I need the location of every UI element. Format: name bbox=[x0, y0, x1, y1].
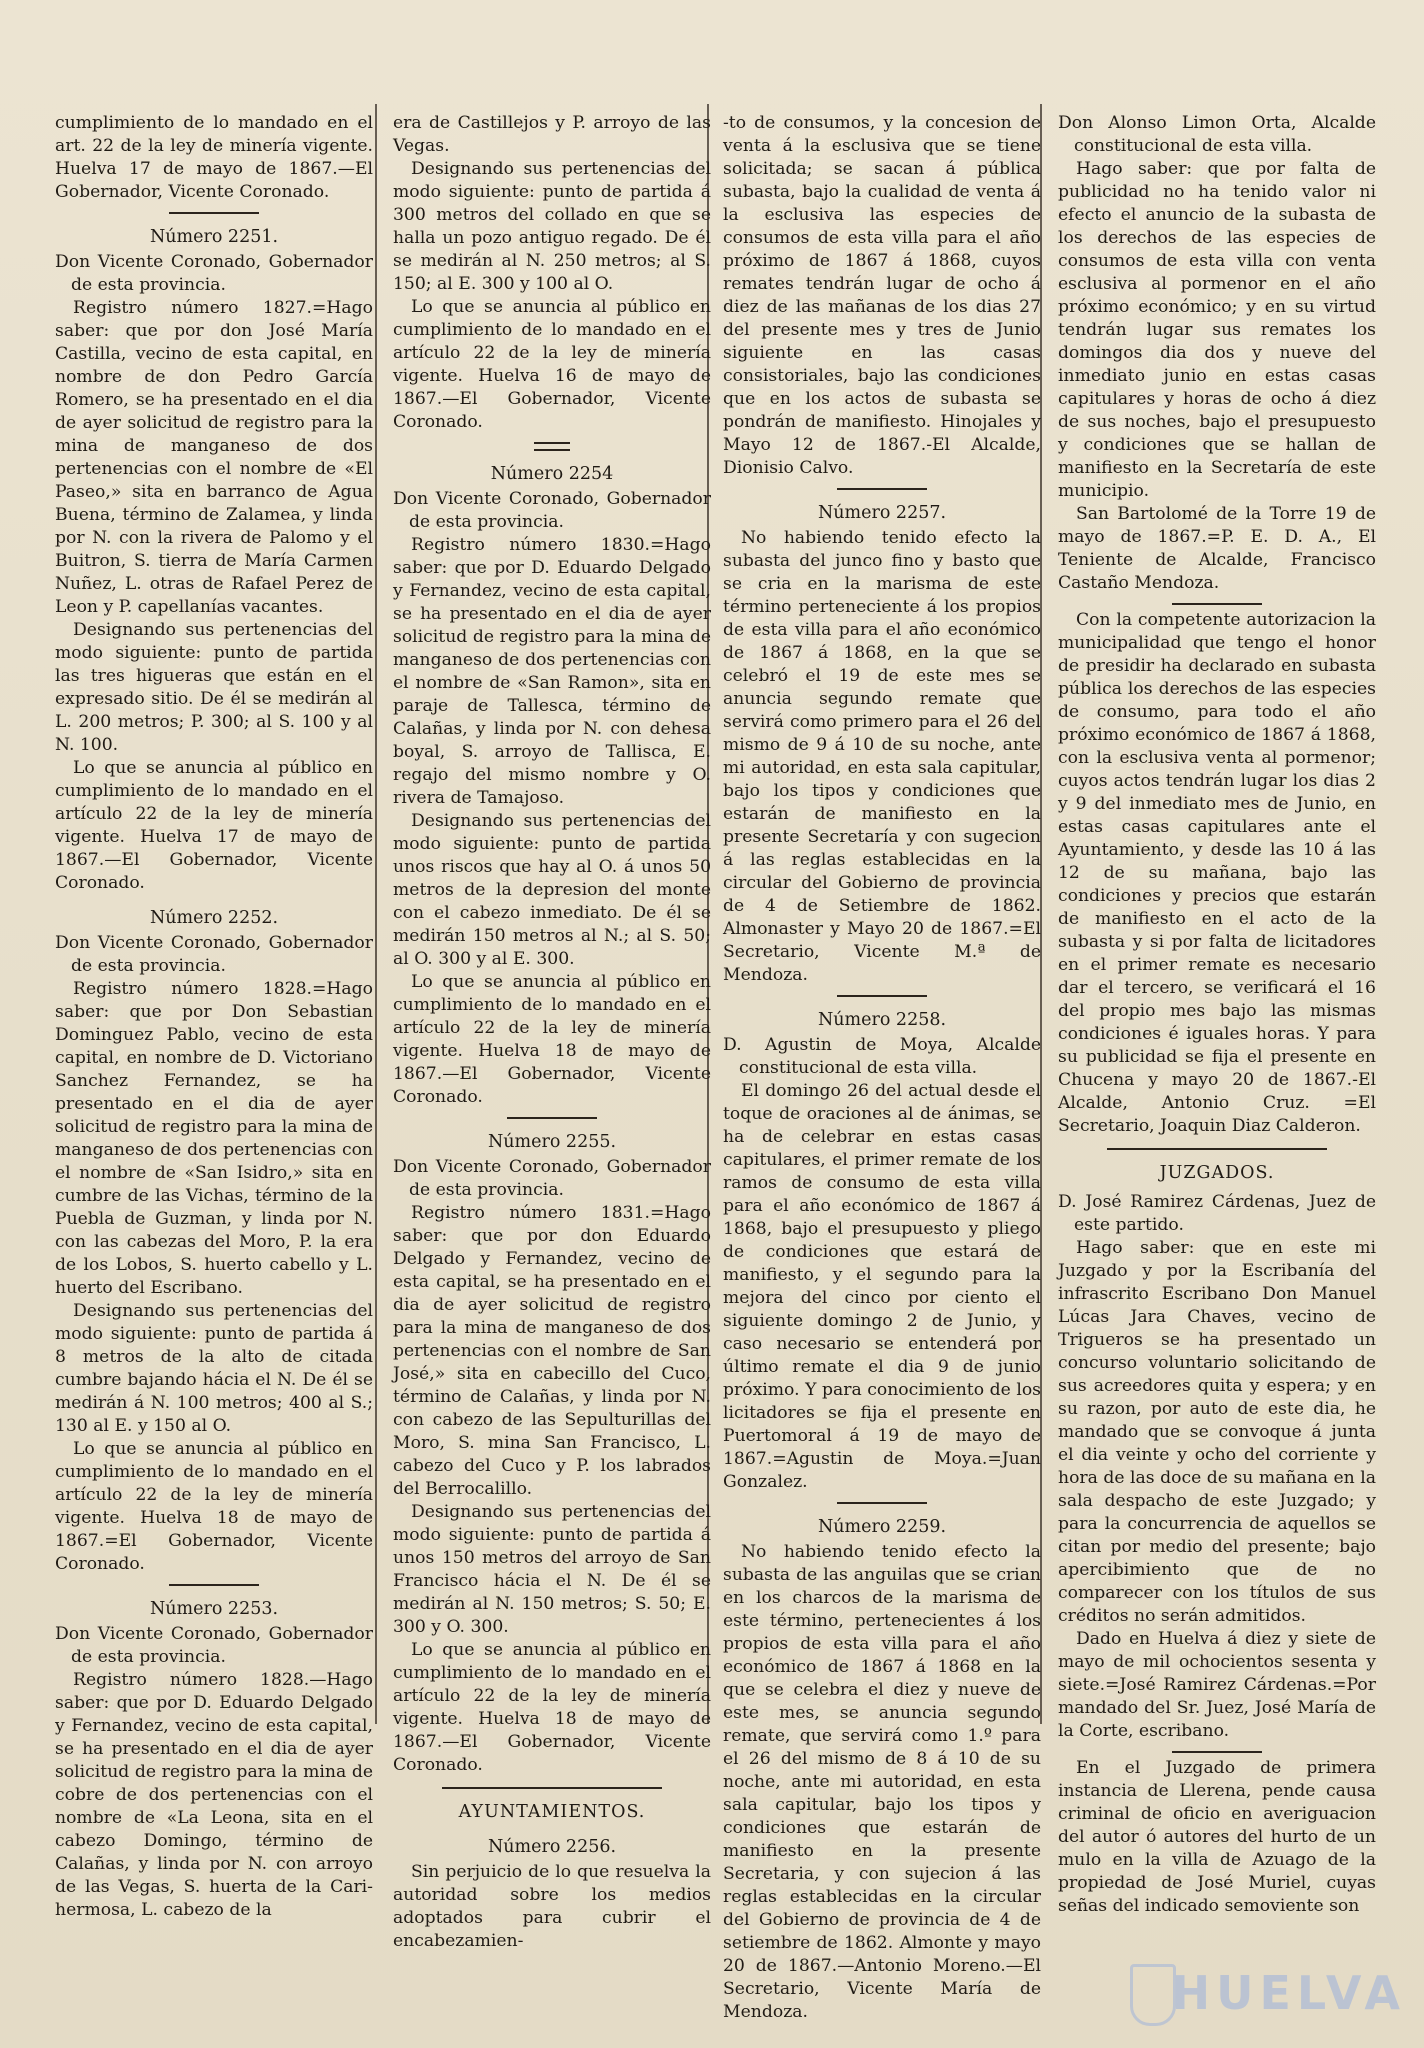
paragraph: Hago saber: que en este mi Juzgado y por la Escribanía del infrascrito Escribano Don Manuel Lúcas Jara Chaves, vecino de Trigueros se ha presentado un concurso voluntario solicitando de sus acreedores quita y espera; y en su razon, por auto de este dia, he mandado que se convoque á junta el dia veinte y ocho del corriente y hora de las doce de su mañana en la sala despacho de este Juzgado; y para la concurrencia de aquellos se citan por medio del presente; bajo apercibimiento que de no comparecer con los títulos de sus créditos no serán admitidos. bbox=[1058, 1238, 1376, 1626]
notice-heading: Don Vicente Coronado, Gobernador de esta provincia. bbox=[55, 1624, 373, 1667]
paragraph: Designando sus pertenencias del modo siguiente: punto de partida á unos 150 metros del arroyo de San Francisco hácia el N. De él se medirán al N. 150 metros; S. 50; E. 300 y O. 300. bbox=[393, 1502, 711, 1637]
section-title: AYUNTAMIENTOS. bbox=[458, 1802, 646, 1822]
paragraph: Registro número 1831.=Hago saber: que por don Eduardo Delgado y Fernandez, vecino de esta capital, se ha presentado en el dia de ayer solicitud de registro para la mina de manganeso de dos pertenencias con el nombre de San José,» sita en cabecillo del Cuco, término de Calañas, y linda por N. con cabezo de las Sepulturillas del Moro, S. mina San Francisco, L. cabezo del Cuco y P. los labrados del Berrocalillo. bbox=[393, 1203, 711, 1499]
paragraph: Lo que se anuncia al público en cumplimiento de lo mandado en el artículo 22 de la ley de minería vigente. Huelva 18 de mayo de 1867.—El Gobernador, Vicente Coronado. bbox=[393, 972, 711, 1107]
paragraph: -to de consumos, y la concesion de venta á la esclusiva que se tiene solicitada; se sacan á pública subasta, bajo la cualidad de venta á la esclusiva las especies de consumos de esta villa para el año próximo de 1867 á 1868, cuyos remates tendrán lugar de ocho á diez de las mañanas de los dias 27 del presente mes y tres de Junio siguiente en las casas consistoriales, bajo las condiciones que en los actos de subasta se pondrán de manifiesto. Hinojales y Mayo 12 de 1867.-El Alcalde, Dionisio Calvo. bbox=[723, 113, 1041, 478]
separator bbox=[169, 1584, 259, 1586]
notice-heading: Don Vicente Coronado, Gobernador de esta provincia. bbox=[393, 489, 711, 532]
column-1 bbox=[55, 112, 373, 1922]
separator bbox=[837, 995, 927, 997]
notice-number: Número 2251. bbox=[149, 227, 279, 247]
notice-number: Número 2254 bbox=[490, 464, 614, 484]
notice-heading: Don Vicente Coronado, Gobernador de esta provincia. bbox=[55, 933, 373, 976]
paragraph: Dado en Huelva á diez y siete de mayo de mil ochocientos sesenta y siete.=José Ramirez Cárdenas.=Por mandado del Sr. Juez, José María de la Corte, escribano. bbox=[1058, 1629, 1376, 1741]
paragraph: El domingo 26 del actual desde el toque de oraciones al de ánimas, se ha de celebrar en estas casas capitulares, el primer remate de los ramos de consumo de esta villa para el año económico de 1867 á 1868, bajo el presupuesto y pliego de condiciones que estará de manifiesto, y el segundo para la mejora del cinco por ciento el siguiente domingo 2 de Junio, y caso necesario se entenderá por último remate el dia 9 de junio próximo. Y para conocimiento de los licitadores se fija el presente en Puertomoral á 19 de mayo de 1867.=Agustin de Moya.=Juan Gonzalez. bbox=[723, 1081, 1041, 1492]
paragraph: Designando sus pertenencias del modo siguiente: punto de partida las tres higueras que están en el expresado sitio. De él se medirán al L. 200 metros; P. 300; al S. 100 y al N. 100. bbox=[55, 620, 373, 755]
paragraph: era de Castillejos y P. arroyo de las Vegas. bbox=[393, 113, 711, 156]
notice-number: Número 2258. bbox=[817, 1010, 947, 1030]
paragraph: cumplimiento de lo mandado en el art. 22 de la ley de minería vigente. Huelva 17 de mayo de 1867.—El Gobernador, Vicente Coronado. bbox=[55, 113, 373, 202]
paragraph: Lo que se anuncia al público en cumplimiento de lo mandado en el artículo 22 de la ley de minería vigente. Huelva 17 de mayo de 1867.—El Gobernador, Vicente Coronado. bbox=[55, 758, 373, 893]
column-rule bbox=[375, 104, 377, 1724]
archive-watermark: HUELVA bbox=[1171, 1966, 1406, 2020]
separator bbox=[837, 488, 927, 490]
separator bbox=[169, 212, 259, 214]
notice-number: Número 2252. bbox=[149, 908, 279, 928]
paragraph: Registro número 1828.=Hago saber: que por Don Sebastian Dominguez Pablo, vecino de esta capital, en nombre de D. Victoriano Sanchez Fernandez, se ha presentado en el dia de ayer solicitud de registro para la mina de manganeso de dos pertenencias con el nombre de «San Isidro,» sita en cumbre de las Vichas, término de la Puebla de Guzman, y linda por N. con las cabezas del Moro, P. la era de los Lobos, S. huerto cabello y L. huerto del Escribano. bbox=[55, 979, 373, 1298]
paragraph: Lo que se anuncia al público en cumplimiento de lo mandado en el artículo 22 de la ley de minería vigente. Huelva 16 de mayo de 1867.—El Gobernador, Vicente Coronado. bbox=[393, 297, 711, 432]
notice-heading: D. José Ramirez Cárdenas, Juez de este partido. bbox=[1058, 1192, 1376, 1235]
notice-heading: Don Alonso Limon Orta, Alcalde constitucional de esta villa. bbox=[1058, 113, 1376, 156]
separator bbox=[1107, 1148, 1327, 1150]
archive-seal-icon bbox=[1130, 1964, 1176, 2026]
column-3 bbox=[723, 112, 1041, 2024]
paragraph: No habiendo tenido efecto la subasta de las anguilas que se crian en los charcos de la marisma de este término, pertenecientes á los propios de esta villa para el año económico de 1867 á 1868 en la que se celebra el diez y nueve de este mes, se anuncia segundo remate, que servirá como 1.º para el 26 del mismo de 8 á 10 de su noche, ante mi autoridad, en esta sala capitular, bajo los tipos y condiciones que estarán de manifiesto en la presente Secretaria, y con sujecion á las reglas establecidas en la circular del Gobierno de provincia de 4 de setiembre de 1862. Almonte y mayo 20 de 1867.—Antonio Moreno.—El Secretario, Vicente María de Mendoza. bbox=[723, 1542, 1041, 2022]
notice-heading: Don Vicente Coronado, Gobernador de esta provincia. bbox=[393, 1157, 711, 1200]
paragraph: Designando sus pertenencias del modo siguiente: punto de partida unos riscos que hay al O. á unos 50 metros de la depresion del monte con el cabezo inmediato. De él se medirán 150 metros al N.; al S. 50; al O. 300 y al E. 300. bbox=[393, 811, 711, 969]
separator bbox=[837, 1502, 927, 1504]
paragraph: Designando sus pertenencias del modo siguiente: punto de partida á 8 metros de la alto de citada cumbre bajando hácia el N. De él se medirán á N. 100 metros; 400 al S.; 130 al E. y 150 al O. bbox=[55, 1301, 373, 1436]
notice-number: Número 2256. bbox=[487, 1837, 617, 1857]
paragraph: Sin perjuicio de lo que resuelva la autoridad sobre los medios adoptados para cubrir el encabezamien- bbox=[393, 1862, 711, 1951]
column-4 bbox=[1058, 112, 1376, 1918]
notice-number: Número 2257. bbox=[817, 503, 947, 523]
separator bbox=[1172, 603, 1262, 605]
paragraph: No habiendo tenido efecto la subasta del junco fino y basto que se cria en la marisma de este término perteneciente á los propios de esta villa para el año económico de 1867 á 1868, en la que se celebró el 19 de este mes se anuncia segundo remate que servirá como primero para el 26 del mismo de 9 á 10 de su noche, ante mi autoridad, en esta sala capitular, bajo los tipos y condiciones que estarán de manifiesto en la presente Secretaría y con sugecion á las reglas establecidas en la circular del Gobierno de provincia de 4 de Setiembre de 1862. Almonaster y Mayo 20 de 1867.=El Secretario, Vicente M.ª de Mendoza. bbox=[723, 528, 1041, 985]
paragraph: Lo que se anuncia al público en cumplimiento de lo mandado en el artículo 22 de la ley de minería vigente. Huelva 18 de mayo de 1867.—El Gobernador, Vicente Coronado. bbox=[393, 1640, 711, 1775]
separator bbox=[442, 1787, 662, 1789]
notice-number: Número 2255. bbox=[487, 1132, 617, 1152]
paragraph: Registro número 1828.—Hago saber: que por D. Eduardo Delgado y Fernandez, vecino de esta capital, se ha presentado en el dia de ayer solicitud de registro para la mina de cobre de dos pertenencias con el nombre de «La Leona, sita en el cabezo Domingo, término de Calañas, y linda por N. con arroyo de las Vegas, S. huerta de la Cari-hermosa, L. cabezo de la bbox=[55, 1670, 373, 1920]
notice-number: Número 2259. bbox=[817, 1517, 947, 1537]
notice-heading: Don Vicente Coronado, Gobernador de esta provincia. bbox=[55, 252, 373, 295]
paragraph: San Bartolomé de la Torre 19 de mayo de 1867.=P. E. D. A., El Teniente de Alcalde, Francisco Castaño Mendoza. bbox=[1058, 504, 1376, 593]
notice-heading: D. Agustin de Moya, Alcalde constitucional de esta villa. bbox=[723, 1035, 1041, 1078]
paragraph: Hago saber: que por falta de publicidad no ha tenido valor ni efecto el anuncio de la subasta de los derechos de las especies de consumos de esta villa con venta esclusiva al pormenor en el año próximo económico; y en su virtud tendrán lugar sus remates los domingos dia dos y nueve del inmediato junio en estas casas capitulares y horas de ocho á diez de sus noches, bajo el presupuesto y condiciones que se hallan de manifiesto en la Secretaría de este municipio. bbox=[1058, 159, 1376, 501]
separator bbox=[507, 1117, 597, 1119]
paragraph: Lo que se anuncia al público en cumplimiento de lo mandado en el artículo 22 de la ley de minería vigente. Huelva 18 de mayo de 1867.=El Gobernador, Vicente Coronado. bbox=[55, 1439, 373, 1574]
paragraph: Registro número 1827.=Hago saber: que por don José María Castilla, vecino de esta capital, en nombre de don Pedro García Romero, se ha presentado en el dia de ayer solicitud de registro para la mina de manganeso de dos pertenencias con el nombre de «El Paseo,» sita en barranco de Agua Buena, término de Zalamea, y linda por N. con la rivera de Palomo y el Buitron, S. tierra de María Carmen Nuñez, L. otras de Rafael Perez de Leon y P. capellanías vacantes. bbox=[55, 298, 373, 617]
paragraph: Con la competente autorizacion la municipalidad que tengo el honor de presidir ha declarado en subasta pública los derechos de las especies de consumo, para todo el año próximo económico de 1867 á 1868, con la esclusiva venta al pormenor; cuyos actos tendrán lugar los dias 2 y 9 del inmediato mes de Junio, en estas casas capitulares ante el Ayuntamiento, y desde las 10 á las 12 de su mañana, bajo las condiciones y precios que estarán de manifiesto en el acto de la subasta y si por falta de licitadores en el primer remate es necesario dar el tercero, se verificará el 16 del propio mes bajo las mismas condiciones é iguales horas. Y para su publicidad se fija el presente en Chucena y mayo 20 de 1867.-El Alcalde, Antonio Cruz. =El Secretario, Joaquin Diaz Calderon. bbox=[1058, 610, 1376, 1136]
paragraph: Registro número 1830.=Hago saber: que por D. Eduardo Delgado y Fernandez, vecino de esta capital, se ha presentado en el dia de ayer solicitud de registro para la mina de manganeso de dos pertenencias con el nombre de «San Ramon», sita en paraje de Tallesca, término de Calañas, y linda por N. con dehesa boyal, S. arroyo de Tallisca, E. regajo del mismo nombre y O. rivera de Tamajoso. bbox=[393, 535, 711, 808]
separator bbox=[534, 442, 570, 451]
section-title: JUZGADOS. bbox=[1159, 1163, 1275, 1183]
paragraph: Designando sus pertenencias del modo siguiente: punto de partida á 300 metros del collado en que se halla un pozo antiguo regado. De él se medirán al N. 250 metros; al S. 150; al E. 300 y 100 al O. bbox=[393, 159, 711, 294]
paragraph: En el Juzgado de primera instancia de Llerena, pende causa criminal de oficio en averiguacion del autor ó autores del hurto de un mulo en la villa de Azuago de la propiedad de José Muriel, cuyas señas del indicado semoviente son bbox=[1058, 1758, 1376, 1916]
column-2 bbox=[393, 112, 711, 1953]
separator bbox=[1172, 1751, 1262, 1753]
notice-number: Número 2253. bbox=[149, 1599, 279, 1619]
